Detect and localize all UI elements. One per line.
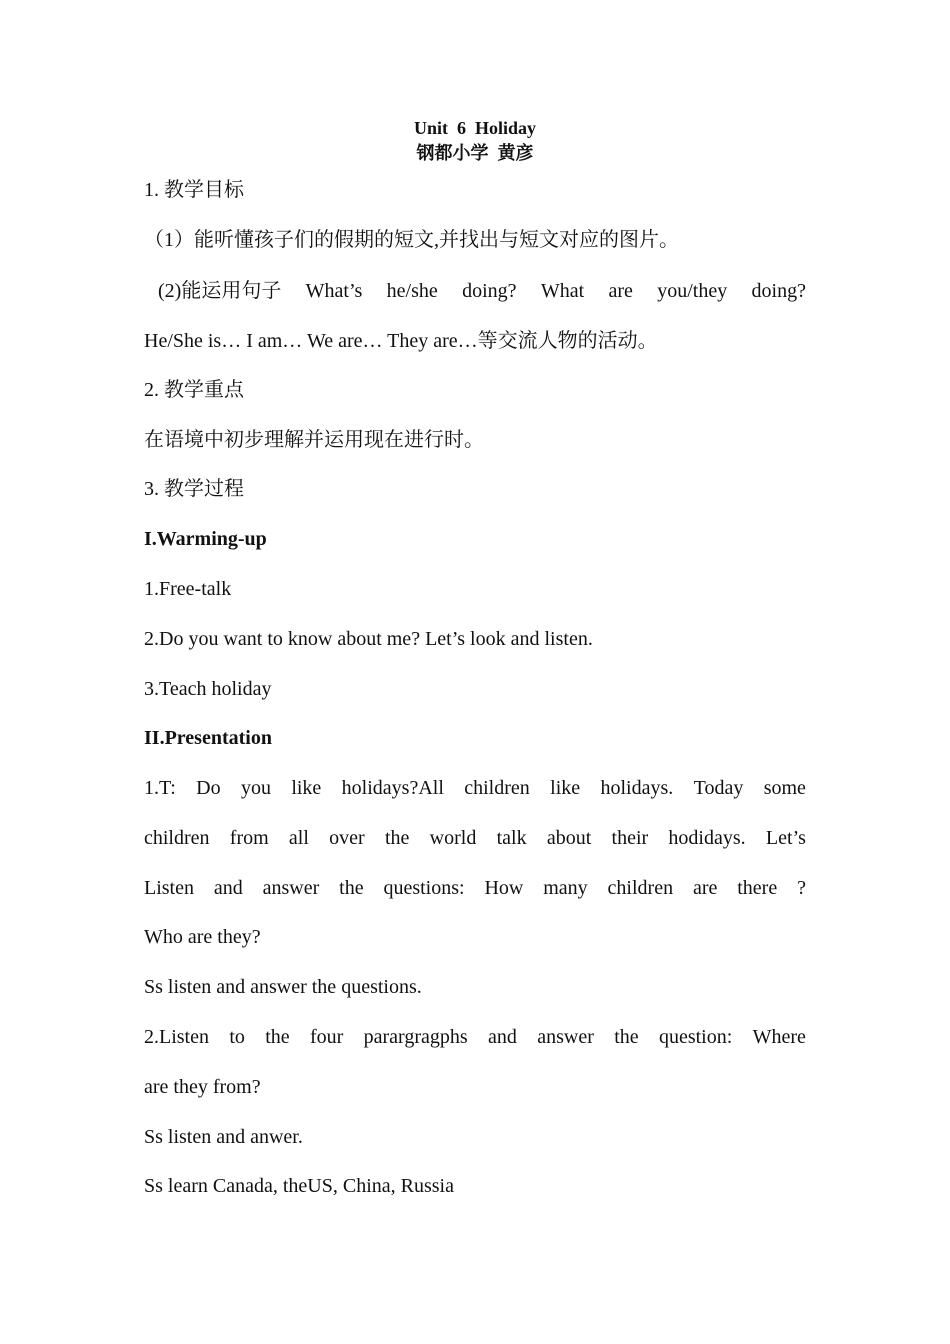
word: answer	[537, 1026, 594, 1048]
students-response-3: Ss learn Canada, theUS, China, Russia	[144, 1175, 454, 1197]
word: children	[144, 827, 210, 849]
warming-up-heading: I.Warming-up	[144, 528, 267, 550]
goal-2-word: What	[540, 280, 585, 302]
word: Do	[196, 777, 221, 799]
goal-2-word: doing?	[462, 280, 517, 302]
word: ?	[797, 877, 806, 899]
focus-text: 在语境中初步理解并运用现在进行时。	[144, 429, 484, 451]
word: talk	[496, 827, 527, 849]
author-line: 钢都小学 黄彦	[416, 143, 534, 163]
focus-heading: 2. 教学重点	[144, 379, 244, 401]
word: parargragphs	[363, 1026, 468, 1048]
goal-2-line-1	[158, 278, 806, 304]
word: and	[488, 1026, 517, 1048]
warming-item-1: 1.Free-talk	[144, 578, 232, 600]
goals-heading: 1. 教学目标	[144, 179, 244, 201]
word: Let’s	[765, 827, 806, 849]
word: are	[692, 877, 718, 899]
word: holidays.	[600, 777, 674, 799]
word: Listen	[144, 877, 194, 899]
word: the	[384, 827, 410, 849]
students-response-2: Ss listen and anwer.	[144, 1126, 303, 1148]
word: their	[611, 827, 649, 849]
word: 2.Listen	[144, 1026, 209, 1048]
word: from	[229, 827, 269, 849]
word: children	[464, 777, 530, 799]
word: all	[288, 827, 309, 849]
word: like	[291, 777, 322, 799]
word: to	[229, 1026, 245, 1048]
word: answer	[262, 877, 320, 899]
warming-item-2: 2.Do you want to know about me? Let’s look and listen.	[144, 628, 593, 650]
word: Today	[693, 777, 744, 799]
goal-2-word: are	[608, 280, 633, 302]
unit-title: Unit 6 Holiday	[413, 118, 537, 138]
word: there	[737, 877, 778, 899]
presentation-p2-line-2: are they from?	[144, 1076, 261, 1098]
warming-item-3: 3.Teach holiday	[144, 678, 272, 700]
word: four	[309, 1026, 344, 1048]
word: the	[614, 1026, 639, 1048]
word: many	[543, 877, 588, 899]
goal-1: （1）能听懂孩子们的假期的短文,并找出与短文对应的图片。	[144, 229, 679, 251]
word: children	[607, 877, 674, 899]
presentation-p2-line-1	[144, 1024, 806, 1050]
goal-2-word: he/she	[386, 280, 438, 302]
word: How	[484, 877, 524, 899]
presentation-p1-line-2	[144, 825, 806, 851]
presentation-p1-line-4: Who are they?	[144, 926, 261, 948]
presentation-p1-line-1	[144, 775, 806, 801]
goal-2-word: (2)能运用句子	[158, 280, 282, 302]
goal-2-word: doing?	[751, 280, 806, 302]
word: Where	[752, 1026, 806, 1048]
presentation-p1-line-3	[144, 875, 806, 901]
word: you	[240, 777, 271, 799]
word: questions:	[383, 877, 465, 899]
title-block	[0, 116, 950, 166]
word: world	[429, 827, 477, 849]
goal-2-word: What’s	[305, 280, 363, 302]
word: the	[265, 1026, 290, 1048]
word: some	[763, 777, 806, 799]
word: the	[339, 877, 364, 899]
word: hodidays.	[668, 827, 746, 849]
word: holidays?All	[341, 777, 444, 799]
word: question:	[658, 1026, 733, 1048]
word: about	[546, 827, 592, 849]
goal-2-word: you/they	[657, 280, 728, 302]
word: over	[329, 827, 365, 849]
word: like	[550, 777, 581, 799]
process-heading: 3. 教学过程	[144, 478, 244, 500]
goal-2-line-2: He/She is… I am… We are… They are…等交流人物的活动。	[144, 330, 658, 352]
word: 1.T:	[144, 777, 176, 799]
students-response-1: Ss listen and answer the questions.	[144, 976, 422, 998]
presentation-heading: II.Presentation	[144, 727, 272, 749]
word: and	[213, 877, 243, 899]
